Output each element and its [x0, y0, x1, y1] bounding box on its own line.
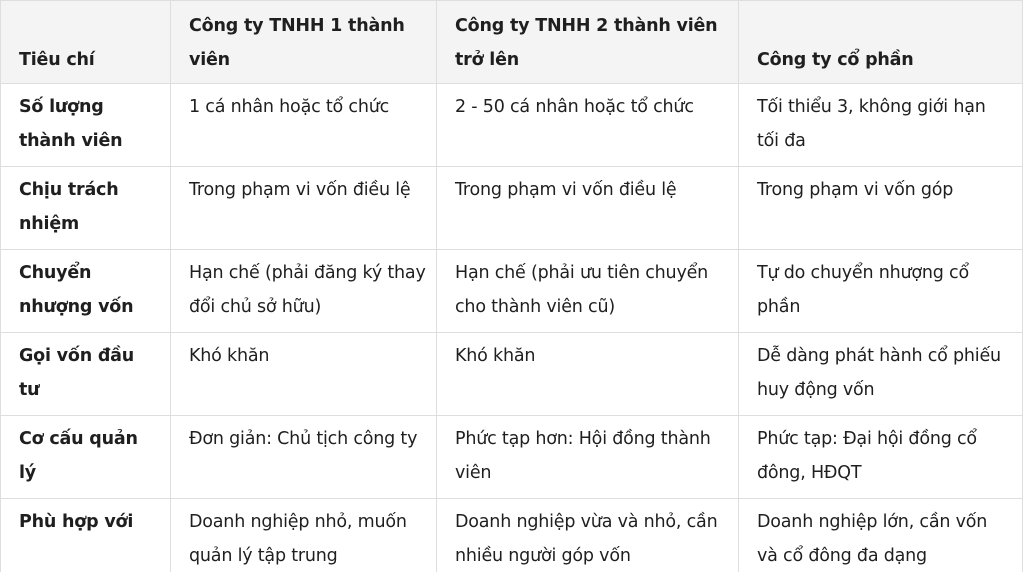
table-cell: Dễ dàng phát hành cổ phiếu huy động vốn: [739, 333, 1023, 416]
header-row: [1, 1, 1023, 84]
table-cell: Tối thiểu 3, không giới hạn tối đa: [739, 84, 1023, 167]
row-criteria-cell: Chịu trách nhiệm: [1, 167, 171, 250]
table-row: [1, 84, 1023, 167]
table-cell: 2 - 50 cá nhân hoặc tổ chức: [437, 84, 739, 167]
table-cell: Doanh nghiệp nhỏ, muốn quản lý tập trung: [171, 499, 437, 572]
table-cell: Tự do chuyển nhượng cổ phần: [739, 250, 1023, 333]
table-cell: Phức tạp: Đại hội đồng cổ đông, HĐQT: [739, 416, 1023, 499]
row-criteria-cell: Cơ cấu quản lý: [1, 416, 171, 499]
table-cell: Hạn chế (phải đăng ký thay đổi chủ sở hữu): [171, 250, 437, 333]
table-cell: Doanh nghiệp vừa và nhỏ, cần nhiều người góp vốn: [437, 499, 739, 572]
table-cell: Đơn giản: Chủ tịch công ty: [171, 416, 437, 499]
row-criteria-cell: Gọi vốn đầu tư: [1, 333, 171, 416]
table-cell: Hạn chế (phải ưu tiên chuyển cho thành viên cũ): [437, 250, 739, 333]
header-criteria: Tiêu chí: [1, 1, 171, 84]
row-criteria-cell: Phù hợp với: [1, 499, 171, 572]
table-cell: Trong phạm vi vốn điều lệ: [171, 167, 437, 250]
table-cell: Trong phạm vi vốn điều lệ: [437, 167, 739, 250]
row-criteria-cell: Chuyển nhượng vốn: [1, 250, 171, 333]
table-cell: Trong phạm vi vốn góp: [739, 167, 1023, 250]
table-cell: 1 cá nhân hoặc tổ chức: [171, 84, 437, 167]
table-row: [1, 499, 1023, 572]
table-cell: Khó khăn: [437, 333, 739, 416]
table-cell: Phức tạp hơn: Hội đồng thành viên: [437, 416, 739, 499]
row-criteria-cell: Số lượng thành viên: [1, 84, 171, 167]
table-row: [1, 416, 1023, 499]
table-row: [1, 250, 1023, 333]
table-header: [1, 1, 1023, 84]
table-cell: Doanh nghiệp lớn, cần vốn và cổ đông đa dạng: [739, 499, 1023, 572]
table-row: [1, 167, 1023, 250]
table-row: [1, 333, 1023, 416]
header-llc-single-member: Công ty TNHH 1 thành viên: [171, 1, 437, 84]
header-llc-multi-member: Công ty TNHH 2 thành viên trở lên: [437, 1, 739, 84]
header-joint-stock-company: Công ty cổ phần: [739, 1, 1023, 84]
table-cell: Khó khăn: [171, 333, 437, 416]
table-body: [1, 84, 1023, 572]
